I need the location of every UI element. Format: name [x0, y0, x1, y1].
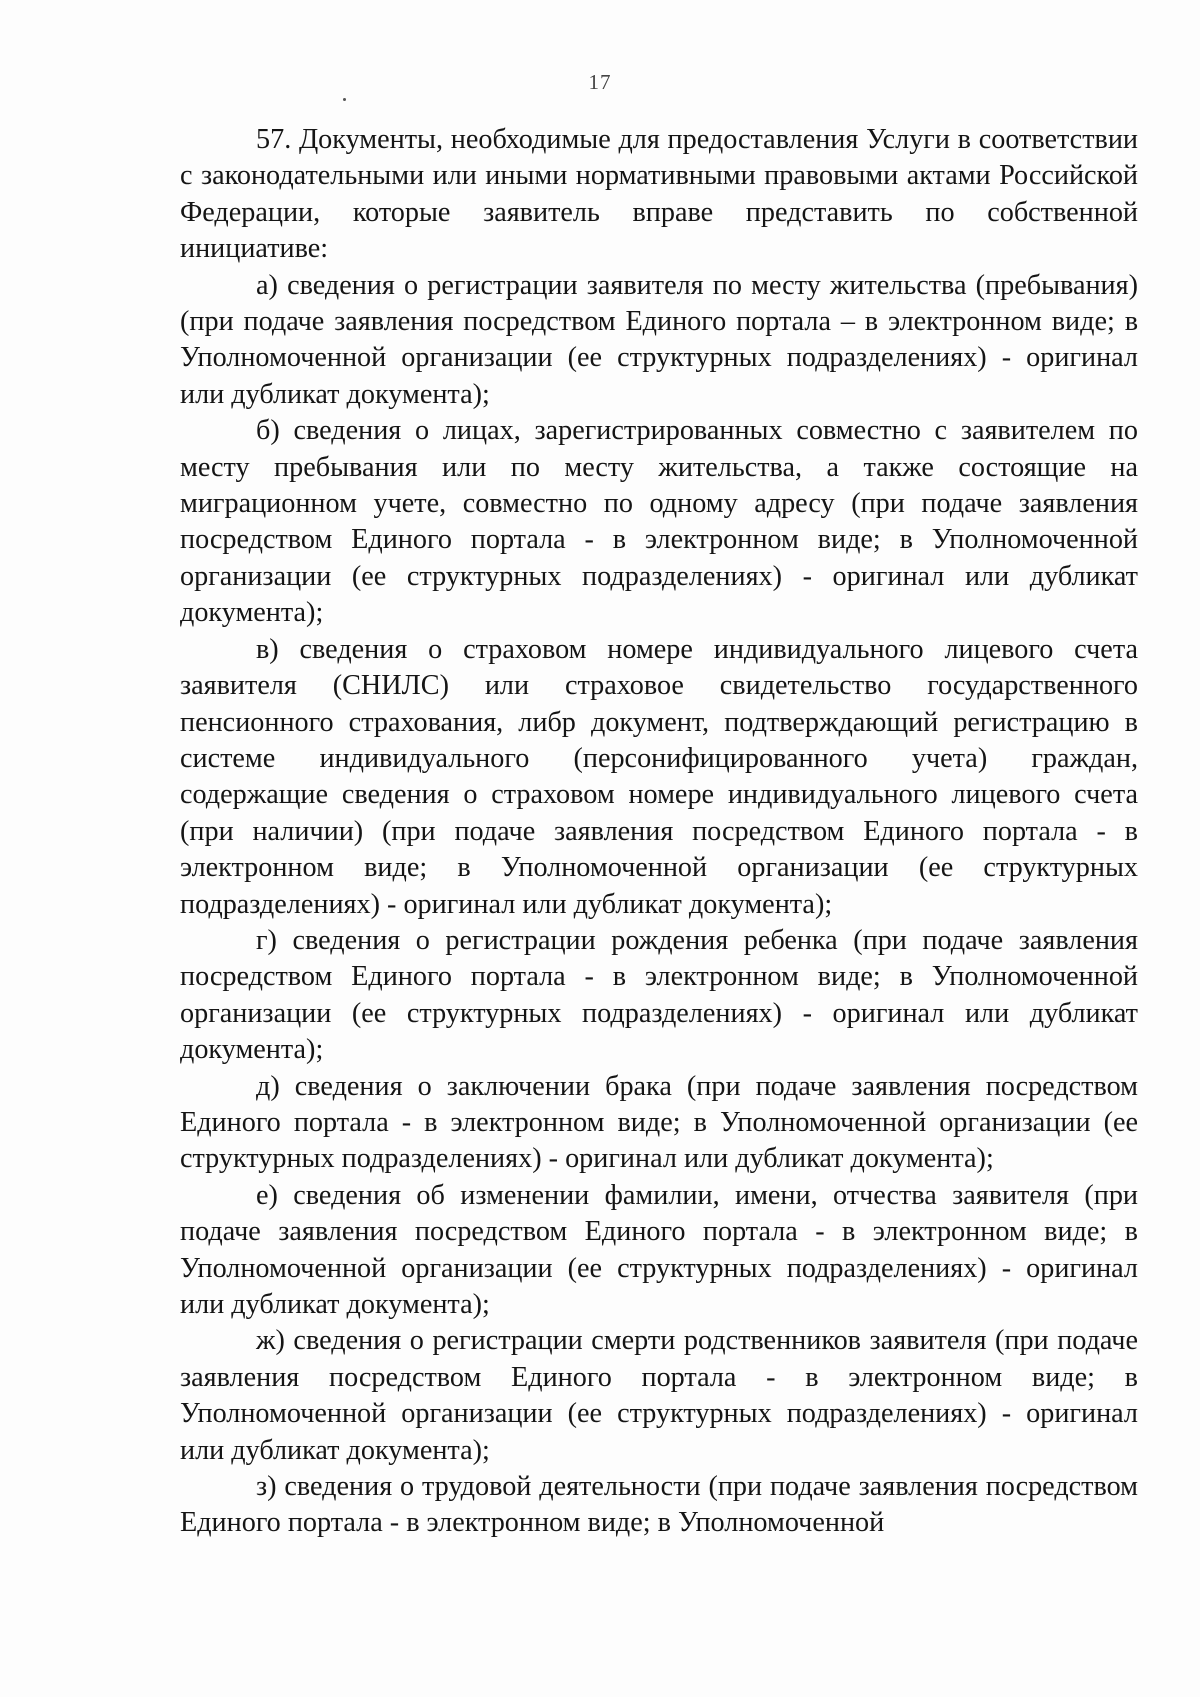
- paragraph-item-g: г) сведения о регистрации рождения ребенка (при подаче заявления посредством Единого портала - в электронном виде; в Уполномоченной организации (ее структурных подразделениях) - оригинал или дубликат документа);: [180, 924, 1138, 1066]
- scan-artifact-dot: [343, 98, 346, 101]
- paragraph-item-a: а) сведения о регистрации заявителя по месту жительства (пребывания) (при подаче заявления посредством Единого портала – в электронном виде; в Уполномоченной организации (ее структурных подразделениях) - оригинал или дубликат документа);: [180, 269, 1138, 410]
- paragraph-item-d: д) сведения о заключении брака (при подаче заявления посредством Единого портала - в электронном виде; в Уполномоченной организации (ее структурных подразделениях) - оригинал или дубликат документа);: [180, 1070, 1138, 1175]
- paragraph-57: 57. Документы, необходимые для предоставления Услуги в соответствии с законодательными или иными нормативными правовыми актами Российской Федерации, которые заявитель вправе представить по собственной инициативе:: [180, 124, 1138, 265]
- paragraph-item-v: в) сведения о страховом номере индивидуального лицевого счета заявителя (СНИЛС) или страховое свидетельство государственного пенсионного страхования, либр документ, подтверждающий регистрацию в системе индивидуального (персонифицированного учета) граждан, содержащие сведения о страховом номере индивидуального лицевого счета (при наличии) (при подаче заявления посредством Единого портала - в электронном виде; в Уполномоченной организации (ее структурных подразделениях) - оригинал или дубликат документа);: [180, 633, 1138, 920]
- paragraph-item-e: е) сведения об изменении фамилии, имени, отчества заявителя (при подаче заявления посредством Единого портала - в электронном виде; в Уполномоченной организации (ее структурных подразделениях) - оригинал или дубликат документа);: [180, 1179, 1138, 1320]
- page-number: 17: [588, 70, 612, 94]
- paragraph-item-zh: ж) сведения о регистрации смерти родственников заявителя (при подаче заявления посредством Единого портала - в электронном виде; в Уполномоченной организации (ее структурных подразделениях) - оригинал или дубликат документа);: [180, 1325, 1138, 1466]
- paragraph-item-z: з) сведения о трудовой деятельности (при подаче заявления посредством Единого портала - в электронном виде; в Уполномоченной: [180, 1471, 1138, 1539]
- paragraph-item-b: б) сведения о лицах, зарегистрированных совместно с заявителем по месту пребывания или по месту жительства, а также состоящие на миграционном учете, совместно по одному адресу (при подаче заявления посредством Единого портала - в электронном виде; в Уполномоченной организации (ее структурных подразделениях) - оригинал или дубликат документа);: [180, 415, 1138, 629]
- document-body: [180, 122, 1138, 1542]
